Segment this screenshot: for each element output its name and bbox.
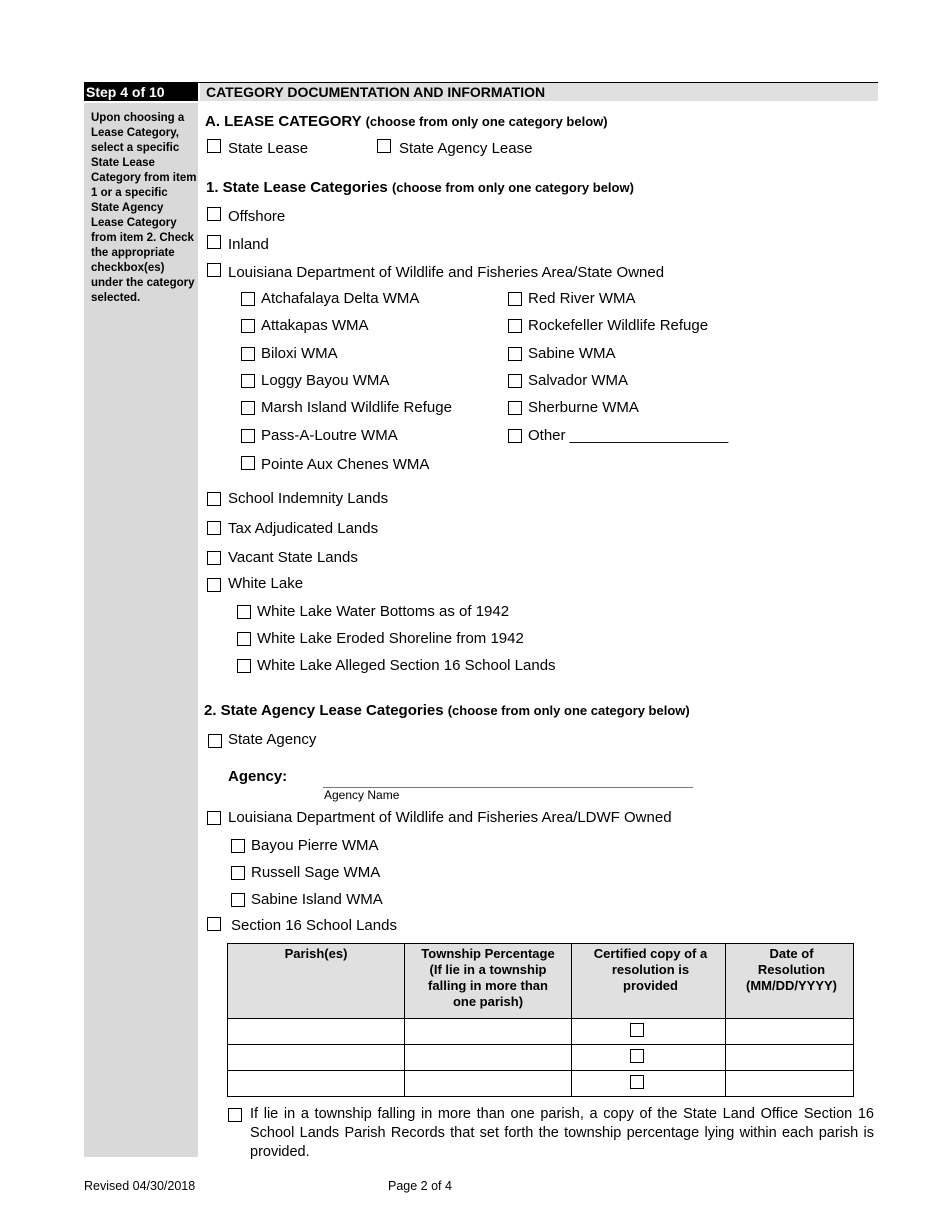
parish-cell[interactable] [228, 1071, 405, 1097]
ldwf-state-owned-checkbox[interactable] [207, 263, 221, 277]
resolution-cell [572, 1019, 726, 1045]
wma-checkbox[interactable] [241, 429, 255, 443]
agency-label: Agency: [228, 768, 288, 785]
wma-checkbox[interactable] [508, 292, 522, 306]
agency-name-caption: Agency Name [324, 788, 400, 802]
township-percentage-cell[interactable] [405, 1045, 572, 1071]
vacant-lands-checkbox[interactable] [207, 551, 221, 565]
white-lake-sub-label: White Lake Water Bottoms as of 1942 [257, 603, 510, 620]
other-wma-field[interactable]: Other ___________________ [528, 427, 729, 444]
wma-label: Attakapas WMA [261, 317, 369, 334]
wma-checkbox[interactable] [241, 319, 255, 333]
ldwf-wma-checkbox[interactable] [231, 893, 245, 907]
white-lake-sub-label: White Lake Alleged Section 16 School Lands [257, 657, 556, 674]
wma-label: Marsh Island Wildlife Refuge [261, 399, 452, 416]
resolution-date-cell[interactable] [726, 1019, 854, 1045]
wma-label: Rockefeller Wildlife Refuge [528, 317, 709, 334]
resolution-date-cell[interactable] [726, 1071, 854, 1097]
table-header-row [228, 944, 854, 1019]
inland-label: Inland [228, 236, 269, 253]
township-percentage-cell[interactable] [405, 1071, 572, 1097]
vacant-lands-label: Vacant State Lands [228, 549, 358, 566]
ldwf-state-owned-label: Louisiana Department of Wildlife and Fisheries Area/State Owned [228, 264, 665, 281]
sidebar-instructions: Upon choosing a Lease Category, select a specific State Lease Category from item 1 or a specific State Agency Lease Category from item 2. Check the appropriate checkbox(es) under the category selected. [91, 112, 197, 304]
lease-category-note: (choose from only one category below) [365, 114, 608, 129]
ldwf-owned-label: Louisiana Department of Wildlife and Fisheries Area/LDWF Owned [228, 809, 672, 826]
step-indicator: Step 4 of 10 [84, 83, 198, 101]
section16-label: Section 16 School Lands [231, 917, 397, 934]
wma-label: Sabine WMA [528, 345, 616, 362]
column-header: Township Percentage (If lie in a township falling in more than one parish) [405, 944, 572, 1019]
resolution-cell [572, 1071, 726, 1097]
other-wma-checkbox[interactable] [508, 429, 522, 443]
section-title: CATEGORY DOCUMENTATION AND INFORMATION [200, 83, 878, 101]
white-lake-sub-checkbox[interactable] [237, 659, 251, 673]
ldwf-wma-checkbox[interactable] [231, 866, 245, 880]
table-row [228, 1045, 854, 1071]
township-percentage-cell[interactable] [405, 1019, 572, 1045]
wma-label: Atchafalaya Delta WMA [261, 290, 420, 307]
state-agency-label: State Agency [228, 731, 317, 748]
white-lake-label: White Lake [228, 575, 304, 592]
ldwf-wma-label: Sabine Island WMA [251, 891, 383, 908]
wma-checkbox[interactable] [241, 292, 255, 306]
table-row [228, 1019, 854, 1045]
white-lake-checkbox[interactable] [207, 578, 221, 592]
state-agency-lease-checkbox[interactable] [377, 139, 391, 153]
resolution-date-cell[interactable] [726, 1045, 854, 1071]
tax-adjudicated-checkbox[interactable] [207, 521, 221, 535]
state-agency-lease-label: State Agency Lease [399, 140, 533, 157]
tax-adjudicated-label: Tax Adjudicated Lands [228, 520, 379, 537]
wma-checkbox[interactable] [241, 401, 255, 415]
school-indemnity-checkbox[interactable] [207, 492, 221, 506]
parish-table [227, 943, 854, 1097]
table-row [228, 1071, 854, 1097]
ldwf-wma-checkbox[interactable] [231, 839, 245, 853]
wma-label: Red River WMA [528, 290, 636, 307]
parish-records-note: If lie in a township falling in more than one parish, a copy of the State Land Office Section 16 School Lands Parish Records that set forth the township percentage lying within each parish is provided. [250, 1106, 874, 1160]
resolution-checkbox[interactable] [630, 1023, 644, 1037]
wma-label: Sherburne WMA [528, 399, 639, 416]
wma-checkbox[interactable] [508, 401, 522, 415]
white-lake-sub-label: White Lake Eroded Shoreline from 1942 [257, 630, 524, 647]
wma-checkbox[interactable] [241, 347, 255, 361]
state-lease-label: State Lease [228, 140, 309, 157]
parish-records-checkbox[interactable] [228, 1108, 242, 1122]
wma-label: Biloxi WMA [261, 345, 338, 362]
section16-checkbox[interactable] [207, 917, 221, 931]
white-lake-sub-checkbox[interactable] [237, 632, 251, 646]
state-lease-categories-heading [206, 179, 634, 196]
resolution-checkbox[interactable] [630, 1075, 644, 1089]
parish-cell[interactable] [228, 1045, 405, 1071]
wma-checkbox[interactable] [508, 374, 522, 388]
wma-label: Pointe Aux Chenes WMA [261, 456, 430, 473]
inland-checkbox[interactable] [207, 235, 221, 249]
page-number: Page 2 of 4 [388, 1179, 452, 1193]
wma-checkbox[interactable] [241, 456, 255, 470]
wma-checkbox[interactable] [508, 347, 522, 361]
wma-label: Loggy Bayou WMA [261, 372, 390, 389]
state-agency-categories-note: (choose from only one category below) [447, 703, 690, 718]
lease-category-title: A. LEASE CATEGORY [205, 113, 362, 130]
state-agency-categories-title: 2. State Agency Lease Categories [204, 702, 444, 719]
state-agency-checkbox[interactable] [208, 734, 222, 748]
column-header: Parish(es) [228, 944, 405, 1019]
column-header: Date of Resolution (MM/DD/YYYY) [726, 944, 854, 1019]
resolution-checkbox[interactable] [630, 1049, 644, 1063]
resolution-cell [572, 1045, 726, 1071]
state-lease-categories-title: 1. State Lease Categories [206, 179, 388, 196]
white-lake-sub-checkbox[interactable] [237, 605, 251, 619]
column-header: Certified copy of a resolution is provided [572, 944, 726, 1019]
wma-label: Salvador WMA [528, 372, 629, 389]
lease-category-heading [205, 113, 608, 130]
ldwf-owned-checkbox[interactable] [207, 811, 221, 825]
ldwf-wma-label: Russell Sage WMA [251, 864, 381, 881]
wma-checkbox[interactable] [241, 374, 255, 388]
state-agency-categories-heading [204, 702, 690, 719]
ldwf-wma-label: Bayou Pierre WMA [251, 837, 379, 854]
state-lease-checkbox[interactable] [207, 139, 221, 153]
school-indemnity-label: School Indemnity Lands [228, 490, 389, 507]
offshore-checkbox[interactable] [207, 207, 221, 221]
parish-cell[interactable] [228, 1019, 405, 1045]
offshore-label: Offshore [228, 208, 286, 225]
revised-date: Revised 04/30/2018 [84, 1179, 196, 1193]
wma-checkbox[interactable] [508, 319, 522, 333]
state-lease-categories-note: (choose from only one category below) [391, 180, 634, 195]
wma-label: Pass-A-Loutre WMA [261, 427, 398, 444]
